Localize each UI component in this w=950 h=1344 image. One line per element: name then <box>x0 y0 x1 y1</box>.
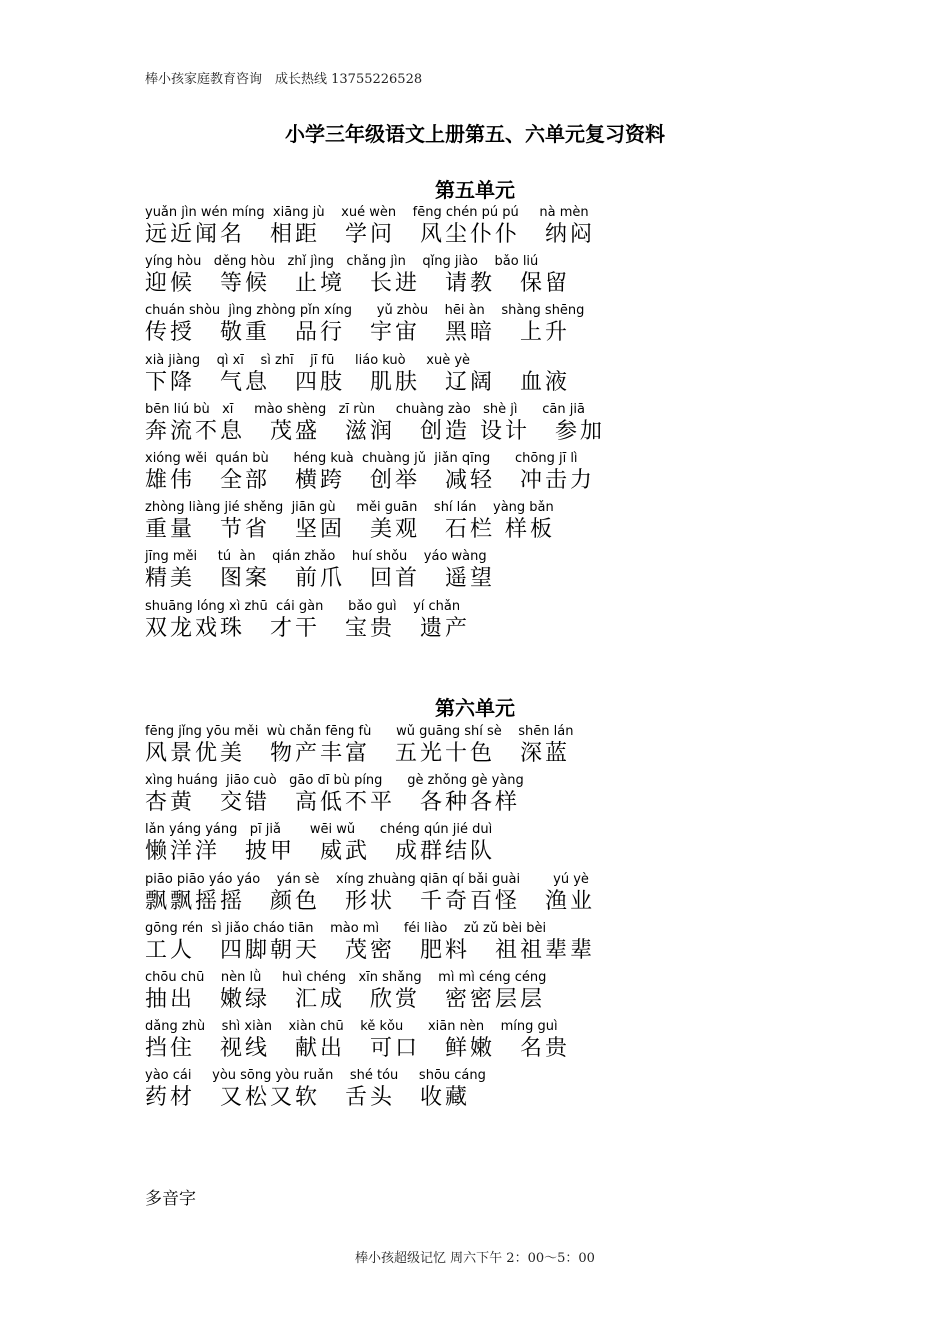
pinyin-line: chuán shòu jìng zhòng pǐn xíng yǔ zhòu hēi àn shàng shēng <box>145 303 585 319</box>
hanzi-line: 挡住 视线 献出 可口 鲜嫩 名贵 <box>145 1036 571 1062</box>
word-row <box>0 500 950 549</box>
pinyin-line: yuǎn jìn wén míng xiāng jù xué wèn fēng chén pú pú nà mèn <box>145 205 589 220</box>
pinyin-line: xià jiàng qì xī sì zhī jī fū liáo kuò xuè yè <box>145 352 471 368</box>
word-row <box>0 451 950 500</box>
pinyin-line: fēng jǐng yōu měi wù chǎn fēng fù wǔ guāng shí sè shēn lán <box>145 724 574 739</box>
pinyin-line: lǎn yáng yáng pī jiǎ wēi wǔ chéng qún jié duì <box>145 822 493 838</box>
hanzi-line: 工人 四脚朝天 茂密 肥料 祖祖辈辈 <box>145 937 596 963</box>
hanzi-line: 飘飘摇摇 颜色 形状 千奇百怪 渔业 <box>145 888 596 914</box>
pinyin-line: bēn liú bù xī mào shèng zī rùn chuàng zào shè jì cān jiā <box>145 401 585 417</box>
word-row <box>0 1068 950 1117</box>
word-row <box>0 353 950 402</box>
word-row <box>0 205 950 254</box>
word-row <box>0 599 950 648</box>
pinyin-line: xióng wěi quán bù héng kuà chuàng jǔ jiǎn qīng chōng jī lì <box>145 451 578 466</box>
hanzi-line: 下降 气息 四肢 肌肤 辽阔 血液 <box>145 369 571 395</box>
hanzi-line: 远近闻名 相距 学问 风尘仆仆 纳闷 <box>145 222 596 247</box>
pinyin-line: jīng měi tú àn qián zhǎo huí shǒu yáo wàng <box>145 549 487 565</box>
word-row <box>0 872 950 921</box>
word-row <box>0 724 950 773</box>
word-row <box>0 773 950 822</box>
pinyin-line: zhòng liàng jié shěng jiān gù měi guān shí lán yàng bǎn <box>145 500 554 516</box>
hanzi-line: 精美 图案 前爪 回首 遥望 <box>145 566 496 592</box>
word-row <box>0 254 950 303</box>
pinyin-line: yào cái yòu sōng yòu ruǎn shé tóu shōu cáng <box>145 1068 486 1084</box>
hanzi-line: 抽出 嫩绿 汇成 欣赏 密密层层 <box>145 987 546 1012</box>
hanzi-line: 药材 又松又软 舌头 收藏 <box>145 1085 471 1111</box>
word-row <box>0 921 950 970</box>
page-header: 棒小孩家庭教育咨询 成长热线 13755226528 <box>145 72 423 87</box>
pinyin-line: piāo piāo yáo yáo yán sè xíng zhuàng qiān qí bǎi guài yú yè <box>145 871 589 887</box>
word-row <box>0 822 950 871</box>
hanzi-line: 风景优美 物产丰富 五光十色 深蓝 <box>145 741 571 766</box>
polyphonic-heading: 多音字 <box>145 1189 196 1209</box>
word-row <box>0 303 950 352</box>
hanzi-line: 双龙戏珠 才干 宝贵 遗产 <box>145 615 471 641</box>
hanzi-line: 重量 节省 坚固 美观 石栏 样板 <box>145 517 555 543</box>
word-row <box>0 402 950 451</box>
hanzi-line: 雄伟 全部 横跨 创举 减轻 冲击力 <box>145 468 596 493</box>
pinyin-line: dǎng zhù shì xiàn xiàn chū kě kǒu xiān nèn míng guì <box>145 1019 558 1035</box>
hanzi-line: 迎候 等候 止境 长进 请教 保留 <box>145 271 571 297</box>
hanzi-line: 传授 敬重 品行 宇宙 黑暗 上升 <box>145 320 571 346</box>
pinyin-line: shuāng lóng xì zhū cái gàn bǎo guì yí chǎn <box>145 598 461 614</box>
pinyin-line: xìng huáng jiāo cuò gāo dī bù píng gè zhǒng gè yàng <box>145 773 524 789</box>
page-footer: 棒小孩超级记忆 周六下午 2：00～5：00 <box>355 1251 595 1266</box>
page-title: 小学三年级语文上册第五、六单元复习资料 <box>285 122 665 146</box>
word-row <box>0 970 950 1019</box>
hanzi-line: 奔流不息 茂盛 滋润 创造 设计 参加 <box>145 418 605 444</box>
hanzi-line: 杏黄 交错 高低不平 各种各样 <box>145 790 521 816</box>
hanzi-line: 懒洋洋 披甲 威武 成群结队 <box>145 839 496 865</box>
unit6-title: 第六单元 <box>435 696 515 720</box>
pinyin-line: gōng rén sì jiǎo cháo tiān mào mì féi liào zǔ zǔ bèi bèi <box>145 920 547 936</box>
unit5-title: 第五单元 <box>435 178 515 202</box>
word-row <box>0 549 950 598</box>
pinyin-line: chōu chū nèn lǜ huì chéng xīn shǎng mì mì céng céng <box>145 970 547 985</box>
pinyin-line: yíng hòu děng hòu zhǐ jìng chǎng jìn qǐng jiào bǎo liú <box>145 254 539 270</box>
word-row <box>0 1019 950 1068</box>
